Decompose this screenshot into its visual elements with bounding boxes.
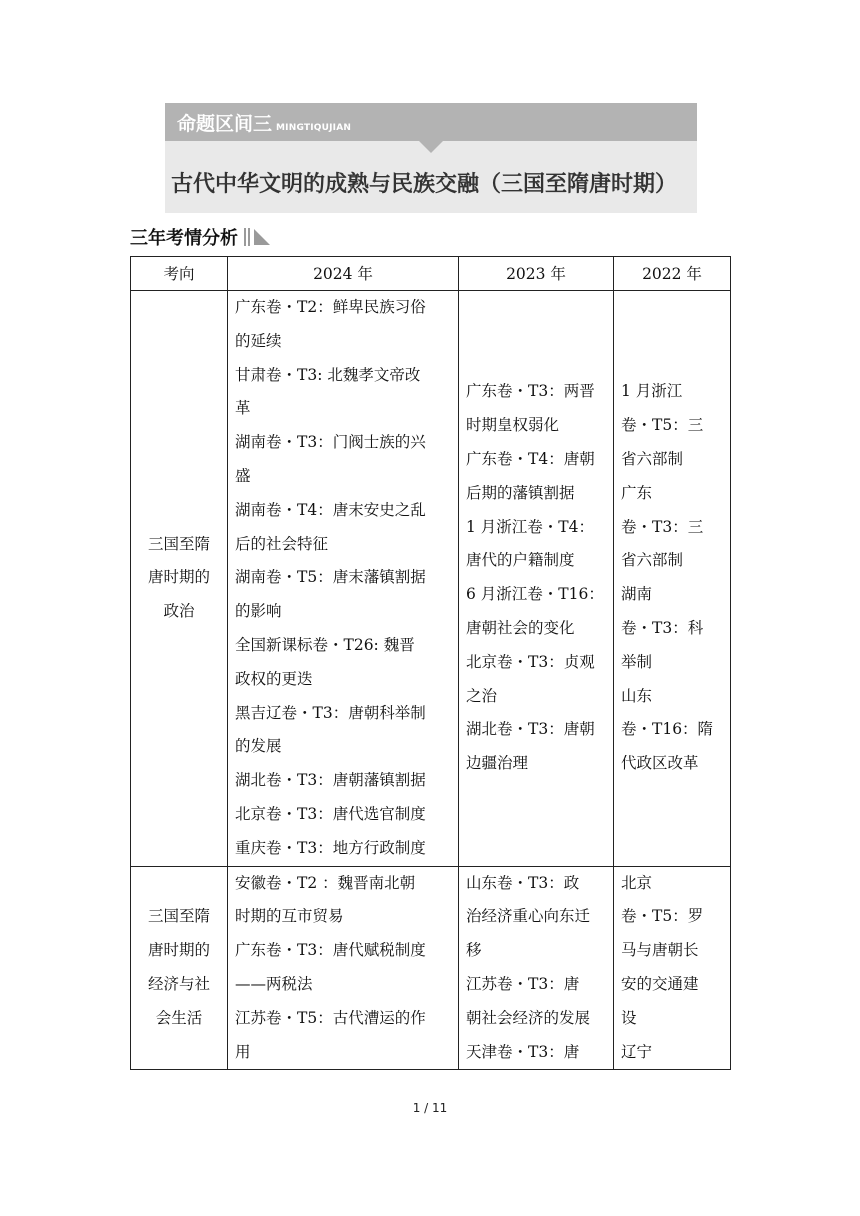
cell-line: 移 — [466, 941, 482, 960]
cell-line: 湖南卷・T5：唐末藩镇割据 — [235, 568, 426, 587]
header-2024: 2024 年 — [228, 257, 459, 291]
cell-line: 朝社会经济的发展 — [466, 1008, 591, 1027]
cell-line: 天津卷・T3：唐 — [466, 1042, 580, 1061]
cell-line: 后期的藩镇割据 — [466, 483, 575, 502]
cell-line: 政治 — [163, 602, 195, 621]
cell-line: 马与唐朝长 — [621, 941, 699, 960]
cell-direction — [131, 291, 228, 867]
cell-2024 — [228, 291, 459, 867]
cell-line: 的影响 — [235, 602, 282, 621]
cell-2022 — [614, 866, 731, 1070]
cell-line: 唐时期的 — [147, 941, 210, 960]
cell-line: 北京卷・T3：贞观 — [466, 652, 595, 671]
section-heading — [130, 224, 270, 250]
cell-line: 三国至隋 — [147, 907, 210, 926]
cell-line: ——两税法 — [235, 974, 313, 993]
cell-line: 湖北卷・T3：唐朝藩镇割据 — [235, 771, 426, 790]
cell-line: 湖南 — [621, 585, 653, 604]
cell-line: 江苏卷・T3：唐 — [466, 974, 580, 993]
cell-direction — [131, 866, 228, 1070]
table-row — [131, 291, 731, 867]
cell-line: 之治 — [466, 686, 498, 705]
cell-line: 省六部制 — [621, 450, 684, 469]
cell-line: 湖南卷・T4：唐末安史之乱 — [235, 500, 426, 519]
cell-line: 北京 — [621, 873, 653, 892]
section-banner — [165, 103, 697, 213]
banner-title: 古代中华文明的成熟与民族交融（三国至隋唐时期） — [171, 172, 678, 197]
cell-line: 黑吉辽卷・T3：唐朝科举制 — [235, 703, 426, 722]
cell-line: 重庆卷・T3：地方行政制度 — [235, 838, 426, 857]
cell-line: 用 — [235, 1042, 251, 1061]
cell-line: 广东卷・T3：两晋 — [466, 382, 595, 401]
header-2023: 2023 年 — [459, 257, 614, 291]
cell-line: 举制 — [621, 652, 653, 671]
cell-line: 安的交通建 — [621, 974, 699, 993]
cell-2024 — [228, 866, 459, 1070]
cell-line: 山东卷・T3：政 — [466, 873, 580, 892]
exam-analysis-table — [130, 256, 731, 1070]
cell-line: 革 — [235, 399, 251, 418]
cell-line: 会生活 — [155, 1008, 203, 1027]
cell-line: 6 月浙江卷・T16： — [466, 585, 604, 604]
cell-line: 唐朝社会的变化 — [466, 619, 575, 638]
banner-label-en: MINGTIQUJIAN — [276, 123, 352, 133]
cell-line: 广东 — [621, 483, 653, 502]
cell-line: 设 — [621, 1008, 637, 1027]
cell-line: 卷・T3：三 — [621, 517, 704, 536]
cell-line: 后的社会特征 — [235, 534, 329, 553]
cell-line: 唐代的户籍制度 — [466, 551, 575, 570]
heading-arrow-icon — [244, 228, 270, 246]
banner-notch — [419, 141, 443, 153]
banner-label-cn: 命题区间三 — [177, 113, 273, 135]
cell-2023 — [459, 291, 614, 867]
cell-line: 时期的互市贸易 — [235, 907, 344, 926]
table-row — [131, 866, 731, 1070]
cell-line: 代政区改革 — [621, 754, 699, 773]
cell-line: 广东卷・T3：唐代赋税制度 — [235, 941, 426, 960]
cell-line: 政权的更迭 — [235, 669, 313, 688]
cell-2023 — [459, 866, 614, 1070]
cell-line: 时期皇权弱化 — [466, 416, 560, 435]
header-direction: 考向 — [131, 257, 228, 291]
cell-line: 卷・T5：三 — [621, 416, 704, 435]
header-2022: 2022 年 — [614, 257, 731, 291]
cell-line: 治经济重心向东迁 — [466, 907, 591, 926]
cell-line: 广东卷・T2：鲜卑民族习俗 — [235, 298, 426, 316]
cell-line: 山东 — [621, 686, 653, 705]
cell-line: 唐时期的 — [147, 568, 210, 587]
table-body — [131, 291, 731, 1070]
cell-line: 辽宁 — [621, 1042, 653, 1061]
cell-line: 省六部制 — [621, 551, 684, 570]
cell-line: 全国新课标卷・T26: 魏晋 — [235, 635, 415, 654]
cell-line: 湖北卷・T3：唐朝 — [466, 720, 595, 739]
cell-line: 盛 — [235, 466, 251, 485]
cell-line: 经济与社 — [147, 974, 210, 993]
cell-line: 边疆治理 — [466, 754, 529, 773]
cell-line: 1 月浙江卷・T4： — [466, 517, 594, 536]
cell-line: 北京卷・T3：唐代选官制度 — [235, 804, 426, 823]
banner-label — [177, 109, 351, 136]
cell-line: 卷・T5：罗 — [621, 907, 704, 926]
cell-line: 广东卷・T4：唐朝 — [466, 450, 595, 469]
cell-line: 的发展 — [235, 737, 282, 756]
cell-line: 安徽卷・T2 ：魏晋南北朝 — [235, 873, 416, 892]
table-header-row — [131, 257, 731, 291]
cell-line: 湖南卷・T3：门阀士族的兴 — [235, 433, 426, 452]
cell-line: 甘肃卷・T3: 北魏孝文帝改 — [235, 365, 421, 384]
cell-line: 卷・T16：隋 — [621, 720, 714, 739]
cell-2022 — [614, 291, 731, 867]
cell-line: 三国至隋 — [147, 534, 210, 553]
cell-line: 1 月浙江 — [621, 382, 683, 401]
page-number: 1 / 11 — [412, 1101, 448, 1115]
cell-line: 江苏卷・T5：古代漕运的作 — [235, 1008, 426, 1027]
section-title: 三年考情分析 — [130, 228, 238, 249]
cell-line: 的延续 — [235, 331, 282, 350]
cell-line: 卷・T3：科 — [621, 619, 704, 638]
